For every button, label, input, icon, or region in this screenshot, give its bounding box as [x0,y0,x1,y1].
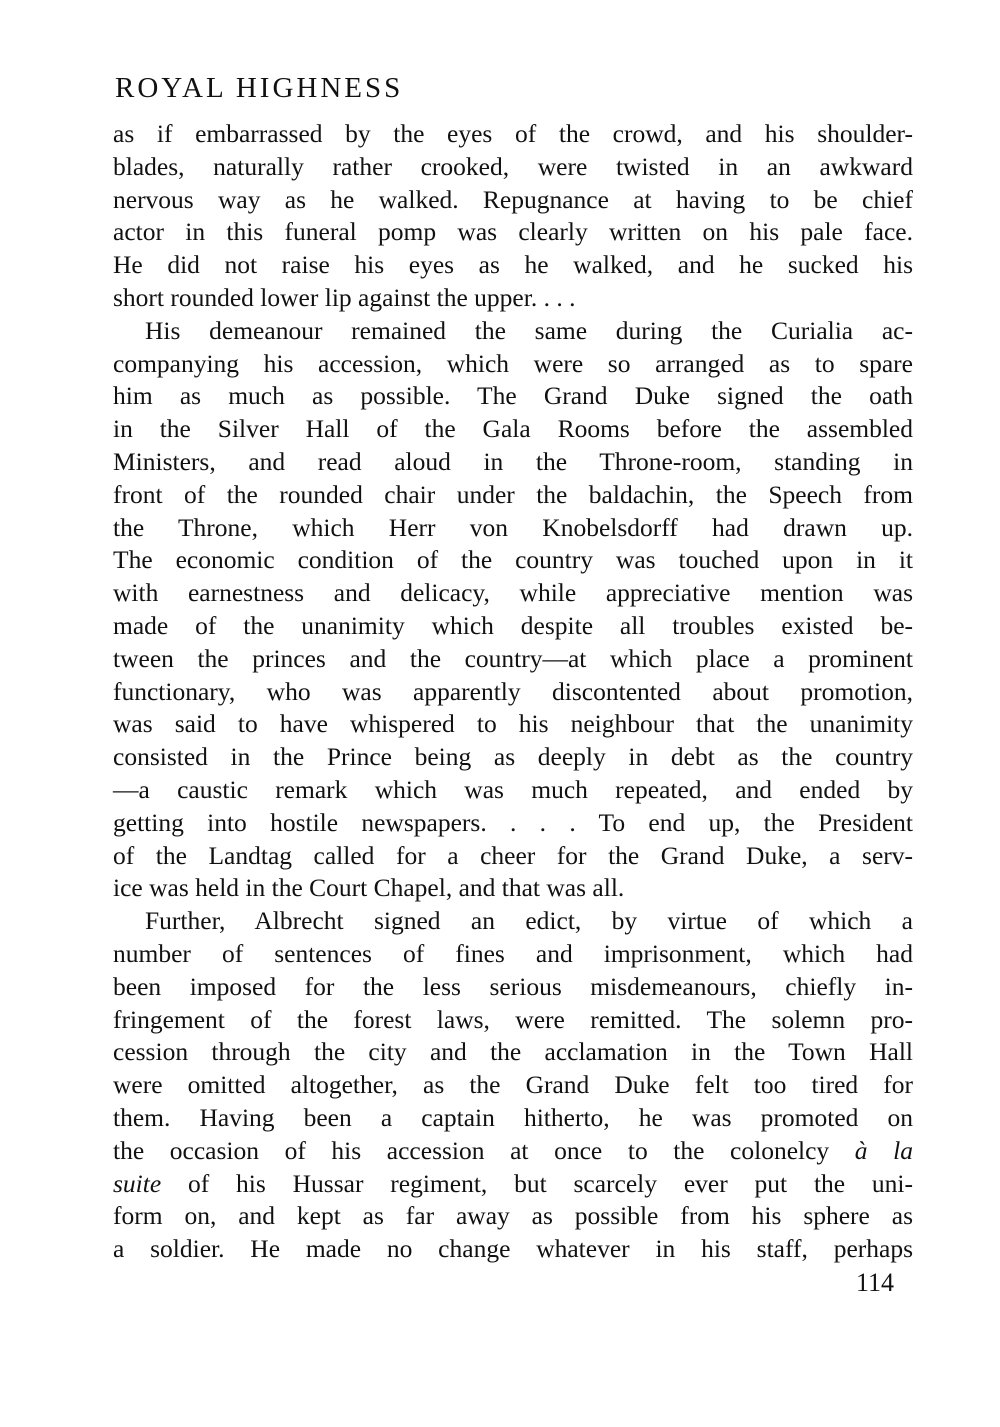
line-text: His demeanour remained the same during the Curialia ac- [145,315,913,345]
line-text: him as much as possible. The Grand Duke signed the oath [113,381,913,411]
line-text: getting into hostile newspapers. . . . To end up, the President [113,807,913,837]
running-header: ROYAL HIGHNESS [115,72,404,104]
body-text [113,118,913,1266]
text-line [113,1036,913,1069]
line-text: form on, and kept as far away as possible from his sphere as [113,1201,913,1231]
line-text: a soldier. He made no change whatever in his staff, perhaps [113,1234,913,1264]
line-text: of his Hussar regiment, but scarcely ever put the uni- [161,1168,913,1198]
text-line [113,348,913,381]
line-text: fringement of the forest laws, were remitted. The solemn pro- [113,1004,913,1034]
text-line [113,741,913,774]
text-line [113,971,913,1004]
text-line [113,1004,913,1037]
text-line [113,118,913,151]
text-line [113,1168,913,1201]
text-line [113,216,913,249]
line-text: cession through the city and the acclamation in the Town Hall [113,1037,913,1067]
text-line [113,708,913,741]
line-text: Further, Albrecht signed an edict, by virtue of which a [145,906,913,936]
line-text: consisted in the Prince being as deeply in debt as the country [113,742,913,772]
line-text: in the Silver Hall of the Gala Rooms before the assembled [113,414,913,444]
text-line [113,479,913,512]
line-text: front of the rounded chair under the baldachin, the Speech from [113,479,913,509]
text-line [113,544,913,577]
text-line [113,315,913,348]
text-line [113,1135,913,1168]
text-line [113,512,913,545]
text-line [113,446,913,479]
text-line [113,413,913,446]
line-text: been imposed for the less serious misdemeanours, chiefly in- [113,971,913,1001]
text-line [113,577,913,610]
text-line [113,249,913,282]
line-text: as if embarrassed by the eyes of the crowd, and his shoulder- [113,119,913,148]
text-line [113,1200,913,1233]
line-text: companying his accession, which were so arranged as to spare [113,348,913,378]
line-text: was said to have whispered to his neighbour that the unanimity [113,709,913,739]
text-line [113,1069,913,1102]
line-text: the occasion of his accession at once to the colonelcy [113,1135,855,1165]
text-line [113,184,913,217]
text-line [113,807,913,840]
line-text: functionary, who was apparently discontented about promotion, [113,676,913,706]
line-text: nervous way as he walked. Repugnance at having to be chief [113,184,913,214]
line-text: of the Landtag called for a cheer for the Grand Duke, a serv- [113,840,913,870]
text-line [113,151,913,184]
text-line [113,840,913,873]
line-text: ice was held in the Court Chapel, and that was all. [113,873,625,903]
text-line [113,905,913,938]
line-text: made of the unanimity which despite all troubles existed be- [113,610,913,640]
text-line [113,1102,913,1135]
line-text: the Throne, which Herr von Knobelsdorff had drawn up. [113,512,913,542]
text-line [113,610,913,643]
text-line [113,872,913,905]
text-line [113,1233,913,1266]
line-text: them. Having been a captain hitherto, he was promoted on [113,1102,913,1132]
text-line [113,643,913,676]
line-text: blades, naturally rather crooked, were twisted in an awkward [113,151,913,181]
text-line [113,282,913,315]
line-text: actor in this funeral pomp was clearly written on his pale face. [113,217,913,247]
line-text: Ministers, and read aloud in the Throne-room, standing in [113,446,913,476]
text-line [113,938,913,971]
line-text: —a caustic remark which was much repeated, and ended by [113,774,913,804]
line-text: with earnestness and delicacy, while appreciative mention was [113,578,913,608]
text-line [113,380,913,413]
italic-text: à la [854,1135,913,1165]
text-line [113,676,913,709]
line-text: tween the princes and the country—at which place a prominent [113,643,913,673]
line-text: He did not raise his eyes as he walked, and he sucked his [113,250,913,280]
italic-text: suite [113,1168,162,1198]
line-text: The economic condition of the country was touched upon in it [113,545,913,575]
line-text: short rounded lower lip against the upper. . . . [113,282,576,312]
line-text: were omitted altogether, as the Grand Duke felt too tired for [113,1070,913,1100]
text-line [113,774,913,807]
line-text: number of sentences of fines and imprisonment, which had [113,938,913,968]
page-number: 114 [856,1268,895,1297]
